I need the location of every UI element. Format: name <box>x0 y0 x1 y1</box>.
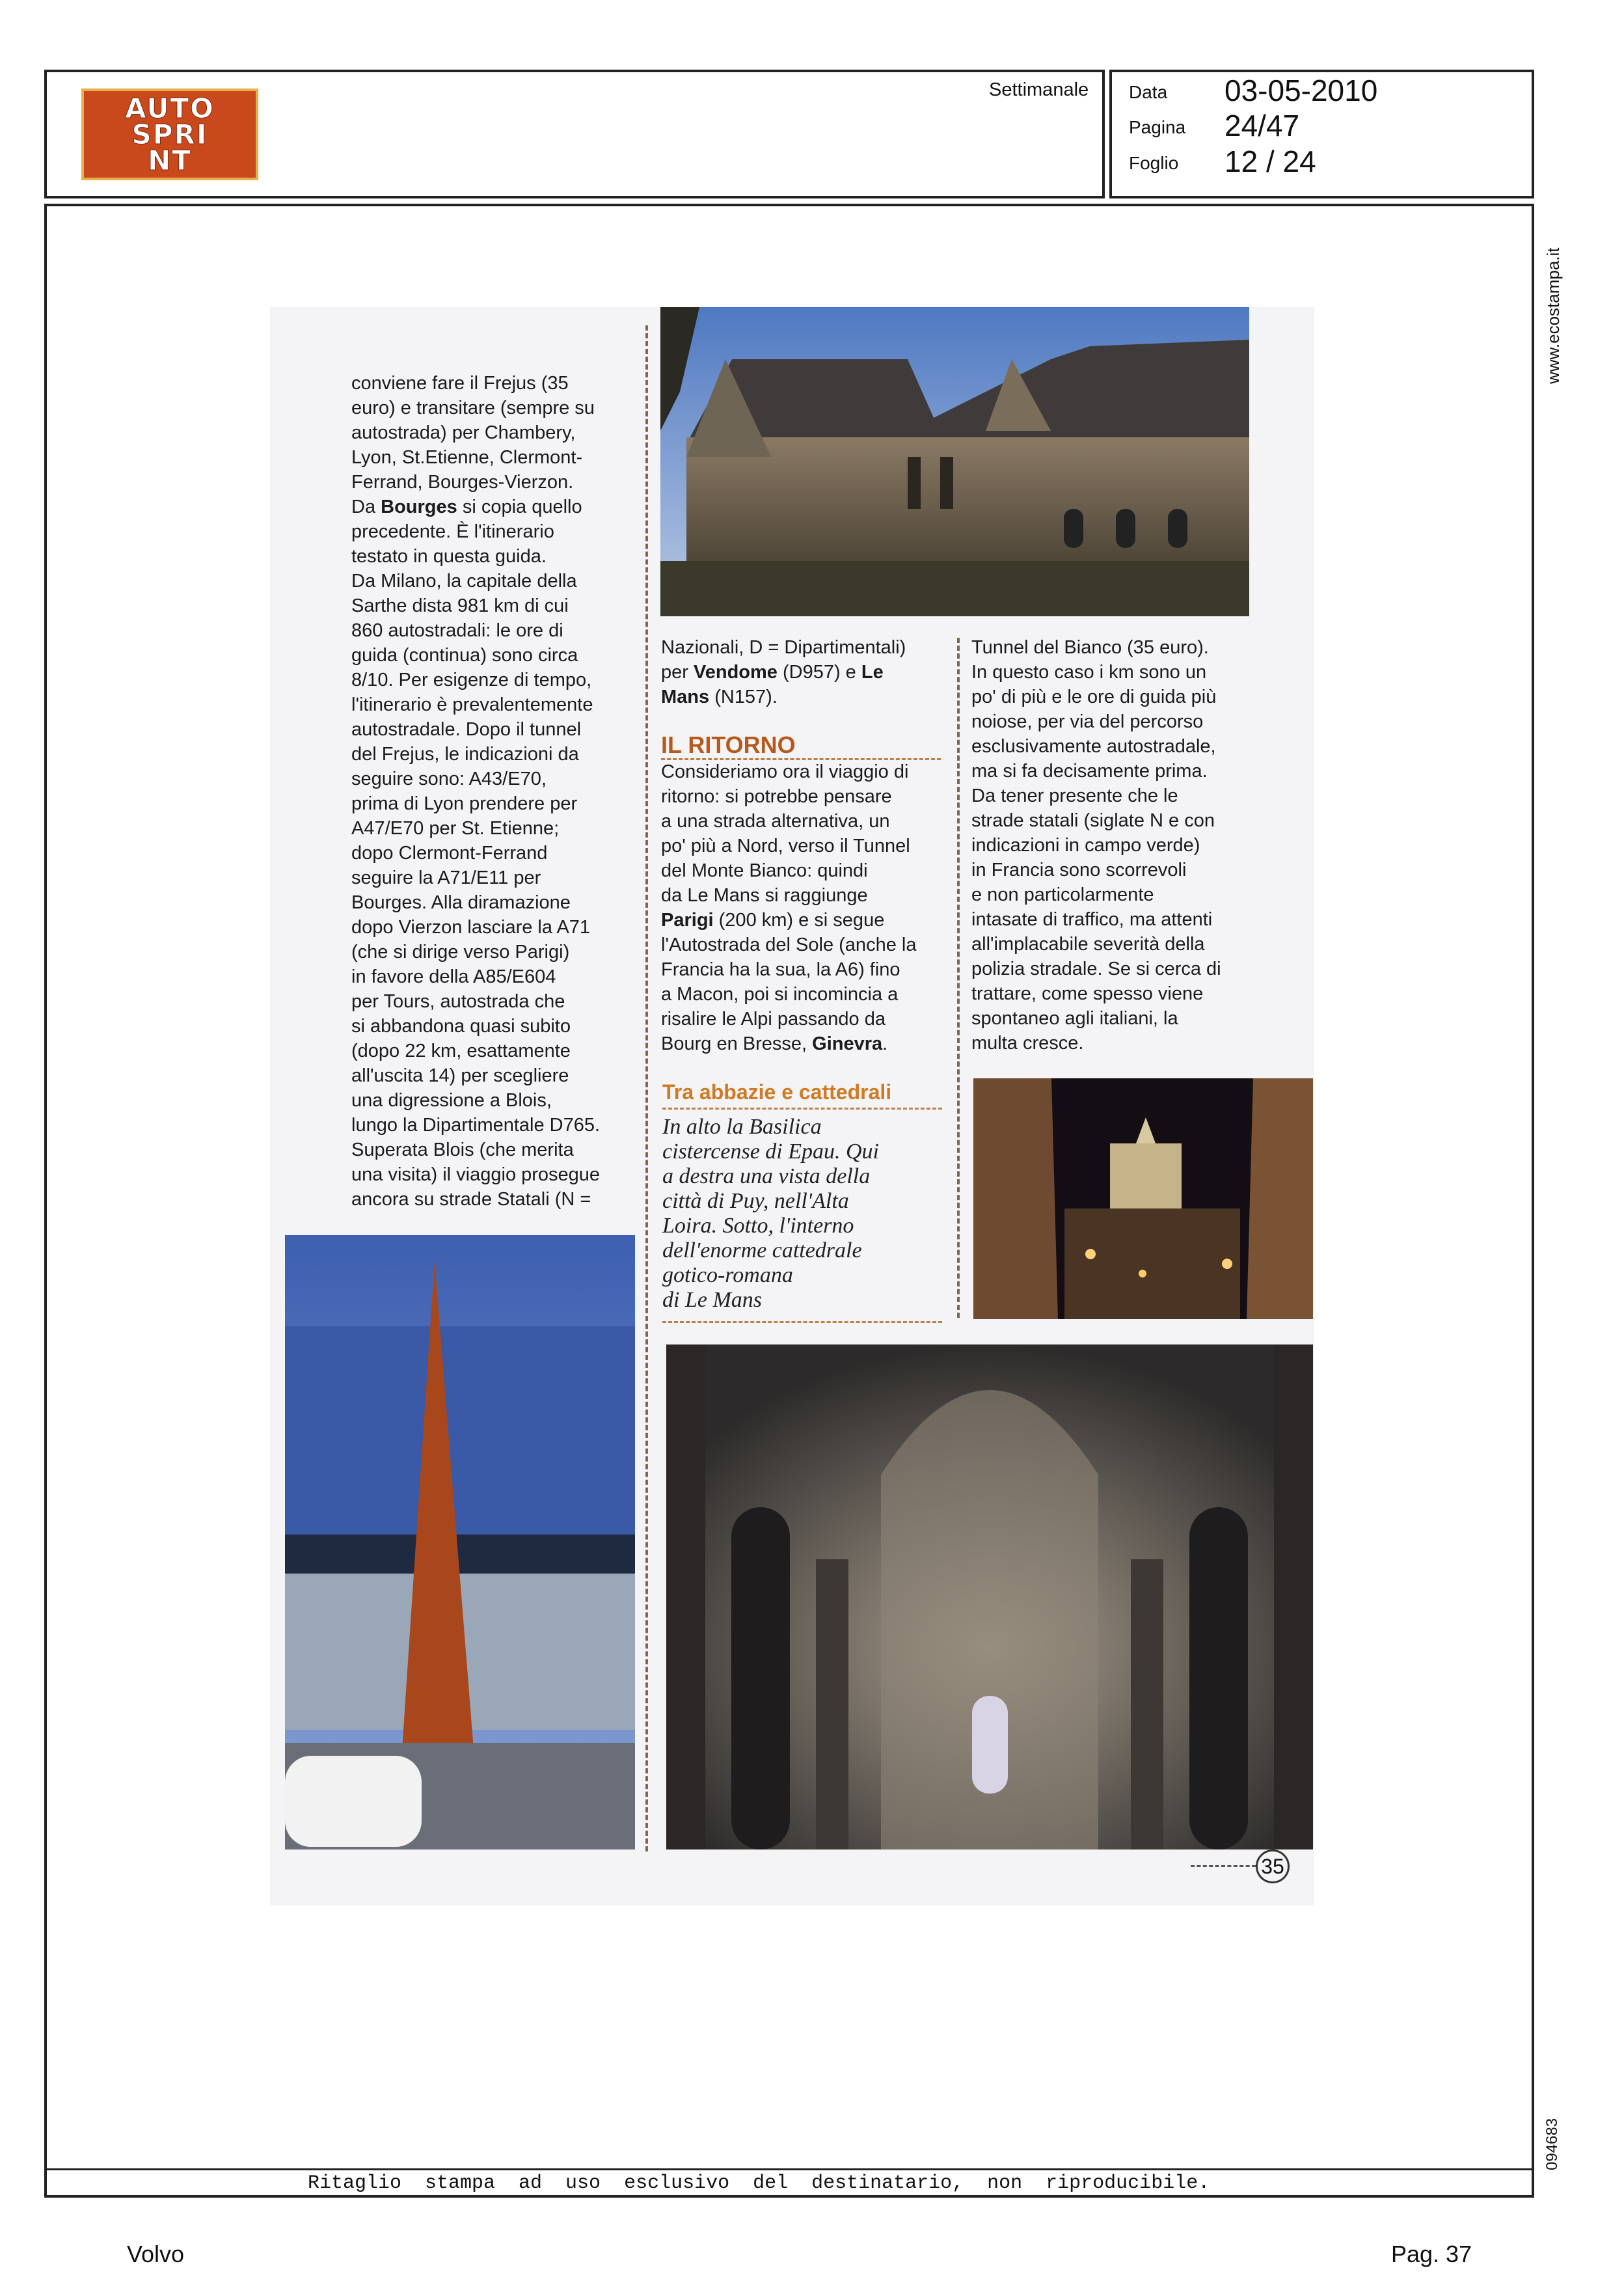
text-segment: Da tener presente che le <box>971 785 1178 806</box>
caption-line: città di Puy, nell'Alta <box>662 1189 849 1213</box>
sheet-value: 12 / 24 <box>1225 144 1316 178</box>
text-segment: a una strada alternativa, un <box>661 811 890 832</box>
page-label: Pagina <box>1129 117 1186 137</box>
puy-night-photo <box>973 1078 1313 1319</box>
caption-line: In alto la Basilica <box>662 1115 822 1139</box>
page-value: 24/47 <box>1225 109 1300 143</box>
text-line <box>351 1162 600 1187</box>
text-segment: una digressione a Blois, <box>351 1090 552 1111</box>
bold-text: Vendome <box>693 662 778 683</box>
section-heading-return: IL RITORNO <box>661 731 796 758</box>
text-line <box>351 1063 600 1088</box>
text-segment: lungo la Dipartimentale D765. <box>351 1115 601 1136</box>
middle-return-text <box>661 759 916 1056</box>
right-column-text <box>971 635 1221 1056</box>
text-line <box>971 808 1221 833</box>
text-segment: precedente. È l'itinerario <box>351 521 554 542</box>
abbey-photo <box>660 307 1249 616</box>
text-line <box>351 742 600 767</box>
text-segment: ritorno: si potrebbe pensare <box>661 786 892 807</box>
magazine-page-number: 35 <box>1256 1849 1290 1883</box>
text-segment: per <box>661 662 694 683</box>
text-segment: una visita) il viaggio prosegue <box>351 1164 601 1185</box>
text-segment: spontaneo agli italiani, la <box>971 1008 1178 1029</box>
text-line <box>351 643 600 668</box>
text-segment: (D957) e <box>777 662 861 683</box>
caption-line: gotico-romana <box>662 1263 793 1287</box>
bold-text: Ginevra <box>812 1033 883 1054</box>
text-line <box>971 882 1221 907</box>
text-line <box>351 890 600 915</box>
middle-intro-text <box>661 635 906 709</box>
section-heading-abbeys: Tra abbazie e cattedrali <box>662 1080 892 1104</box>
text-segment: in Francia sono scorrevoli <box>971 860 1187 880</box>
text-line <box>971 957 1221 981</box>
logo-line: NT <box>148 144 192 176</box>
text-line <box>661 1031 916 1056</box>
heading-underline <box>662 1108 942 1110</box>
text-segment: seguire sono: A43/E70, <box>351 769 547 789</box>
text-segment: seguire la A71/E11 per <box>351 867 541 888</box>
caption-underline <box>662 1321 942 1323</box>
text-line <box>351 964 600 989</box>
text-segment: prima di Lyon prendere per <box>351 793 578 814</box>
text-segment: (dopo 22 km, esattamente <box>351 1041 571 1061</box>
text-line <box>351 767 600 791</box>
text-segment: polizia stradale. Se si cerca di <box>971 959 1221 979</box>
date-label: Data <box>1129 82 1168 102</box>
text-segment: Bourges. Alla diramazione <box>351 892 571 913</box>
text-line <box>351 1187 600 1212</box>
text-segment: l'Autostrada del Sole (anche la <box>661 935 917 955</box>
text-line <box>971 1031 1221 1056</box>
text-segment: dopo Clermont-Ferrand <box>351 843 548 864</box>
caption-line: di Le Mans <box>662 1288 762 1312</box>
text-line <box>351 866 600 890</box>
text-line <box>661 933 916 957</box>
column-divider <box>957 638 960 1318</box>
text-segment: A47/E70 per St. Etienne; <box>351 818 560 839</box>
text-line <box>351 717 600 742</box>
text-line <box>661 809 916 834</box>
text-segment: all'implacabile severità della <box>971 934 1205 955</box>
le-mans-photo <box>285 1235 635 1849</box>
text-segment: . <box>882 1033 888 1054</box>
text-segment: trattare, come spesso viene <box>971 983 1204 1004</box>
text-line <box>971 833 1221 858</box>
text-line <box>661 635 906 660</box>
text-line <box>351 989 600 1014</box>
left-column-text <box>351 371 600 1212</box>
text-segment: in favore della A85/E604 <box>351 966 556 987</box>
footer-divider <box>44 2168 1534 2170</box>
text-line <box>971 784 1221 808</box>
text-segment: (200 km) e si segue <box>713 910 885 931</box>
caption-line: cistercense di Epau. Qui <box>662 1140 879 1164</box>
text-line <box>351 940 600 964</box>
text-segment: In questo caso i km sono un <box>971 662 1207 683</box>
text-segment: conviene fare il Frejus (35 <box>351 373 569 394</box>
text-segment: a Macon, poi si incomincia a <box>661 984 899 1005</box>
text-line <box>661 957 916 982</box>
bold-text: Bourges <box>381 497 457 517</box>
text-line <box>351 816 600 841</box>
text-line <box>351 618 600 643</box>
text-line <box>971 734 1221 759</box>
text-segment: ma si fa decisamente prima. <box>971 761 1208 782</box>
text-line <box>351 445 600 470</box>
text-segment: del Frejus, le indicazioni da <box>351 744 579 765</box>
text-segment: (N157). <box>709 687 778 707</box>
text-segment: euro) e transitare (sempre su <box>351 398 595 418</box>
text-line <box>971 635 1221 660</box>
text-line <box>971 858 1221 882</box>
text-line <box>971 759 1221 784</box>
text-segment: Tunnel del Bianco (35 euro). <box>971 637 1209 658</box>
text-segment: indicazioni in campo verde) <box>971 835 1200 856</box>
text-line <box>351 470 600 495</box>
clipping-notice: Ritaglio stampa ad uso esclusivo del destinatario, non riproducibile. <box>308 2172 1210 2194</box>
text-line <box>351 371 600 396</box>
text-segment: noiose, per via del percorso <box>971 711 1204 732</box>
text-segment: Sarthe dista 981 km di cui <box>351 595 569 616</box>
text-segment: autostradale. Dopo il tunnel <box>351 719 582 740</box>
text-segment: guida (continua) sono circa <box>351 645 578 666</box>
text-segment: Da <box>351 497 381 517</box>
text-segment: testato in questa guida. <box>351 546 547 567</box>
text-line <box>351 594 600 618</box>
text-line <box>661 660 906 685</box>
logo-line: AUTO <box>125 92 215 124</box>
text-line <box>661 685 906 709</box>
text-segment: l'itinerario è prevalentemente <box>351 694 593 715</box>
text-segment: 860 autostradali: le ore di <box>351 620 563 641</box>
text-line <box>971 932 1221 957</box>
text-segment: po' di più e le ore di guida più <box>971 687 1217 707</box>
text-line <box>351 915 600 940</box>
text-segment: per Tours, autostrada che <box>351 991 565 1012</box>
text-segment: risalire le Alpi passando da <box>661 1009 886 1030</box>
text-line <box>351 791 600 816</box>
text-segment: 8/10. Per esigenze di tempo, <box>351 670 592 690</box>
text-segment: Francia ha la sua, la A6) fino <box>661 959 900 980</box>
text-line <box>351 1039 600 1063</box>
text-segment: autostrada) per Chambery, <box>351 422 576 443</box>
text-segment: e non particolarmente <box>971 884 1154 905</box>
text-segment: Da Milano, la capitale della <box>351 571 577 592</box>
text-segment: multa cresce. <box>971 1033 1084 1054</box>
publication-frequency: Settimanale <box>989 79 1089 100</box>
text-line <box>661 858 916 883</box>
text-segment: Consideriamo ora il viaggio di <box>661 761 909 782</box>
text-segment: Lyon, St.Etienne, Clermont- <box>351 447 583 468</box>
text-line <box>971 1006 1221 1031</box>
text-segment: strade statali (siglate N e con <box>971 810 1215 831</box>
sheet-label: Foglio <box>1129 153 1179 173</box>
text-line <box>351 519 600 544</box>
website-label: www.ecostampa.it <box>1543 247 1563 384</box>
bold-text: Parigi <box>661 910 714 931</box>
text-segment: esclusivamente autostradale, <box>971 736 1216 757</box>
text-line <box>351 692 600 717</box>
text-segment: Superata Blois (che merita <box>351 1140 574 1160</box>
text-line <box>971 981 1221 1006</box>
bold-text: Le <box>861 662 884 683</box>
text-line <box>351 1113 600 1138</box>
text-line <box>661 1007 916 1031</box>
text-line <box>351 1088 600 1113</box>
photo-caption <box>662 1115 879 1313</box>
text-line <box>971 907 1221 932</box>
text-line <box>661 883 916 908</box>
text-segment: all'uscita 14) per scegliere <box>351 1065 569 1086</box>
text-line <box>351 841 600 866</box>
bold-text: Mans <box>661 687 710 707</box>
page-number-leader <box>1191 1865 1256 1867</box>
cathedral-interior-photo <box>666 1344 1313 1849</box>
text-segment: intasate di traffico, ma attenti <box>971 909 1213 930</box>
text-line <box>661 908 916 933</box>
text-segment: si copia quello <box>457 497 582 517</box>
text-line <box>971 709 1221 734</box>
text-line <box>661 784 916 809</box>
text-segment: (che si dirige verso Parigi) <box>351 942 570 962</box>
text-line <box>661 834 916 858</box>
text-line <box>351 668 600 692</box>
text-line <box>351 1138 600 1162</box>
document-code: 094683 <box>1543 2118 1561 2170</box>
text-segment: si abbandona quasi subito <box>351 1016 571 1037</box>
text-line <box>971 660 1221 685</box>
text-line <box>351 569 600 594</box>
text-segment: dopo Vierzon lasciare la A71 <box>351 917 591 938</box>
text-segment: Nazionali, D = Dipartimentali) <box>661 637 906 658</box>
text-line <box>351 420 600 445</box>
text-line <box>351 396 600 420</box>
text-line <box>971 685 1221 709</box>
text-segment: Ferrand, Bourges-Vierzon. <box>351 472 574 493</box>
client-name: Volvo <box>127 2241 185 2267</box>
column-divider <box>645 325 648 1851</box>
text-line <box>661 759 916 784</box>
text-segment: Bourg en Bresse, <box>661 1033 813 1054</box>
text-segment: da Le Mans si raggiunge <box>661 885 868 906</box>
caption-line: a destra una vista della <box>662 1164 871 1188</box>
text-line <box>661 982 916 1007</box>
text-segment: ancora su strade Statali (N = <box>351 1189 591 1210</box>
text-line <box>351 495 600 519</box>
caption-line: dell'enorme cattedrale <box>662 1238 862 1262</box>
text-segment: po' più a Nord, verso il Tunnel <box>661 836 910 856</box>
logo-line: SPRI <box>131 118 208 150</box>
text-line <box>351 544 600 569</box>
text-segment: del Monte Bianco: quindi <box>661 860 868 881</box>
text-line <box>351 1014 600 1039</box>
caption-line: Loira. Sotto, l'interno <box>662 1214 854 1238</box>
page-number-label: Pag. 37 <box>1391 2241 1472 2267</box>
date-value: 03-05-2010 <box>1225 74 1378 107</box>
autosprint-logo <box>81 89 258 180</box>
